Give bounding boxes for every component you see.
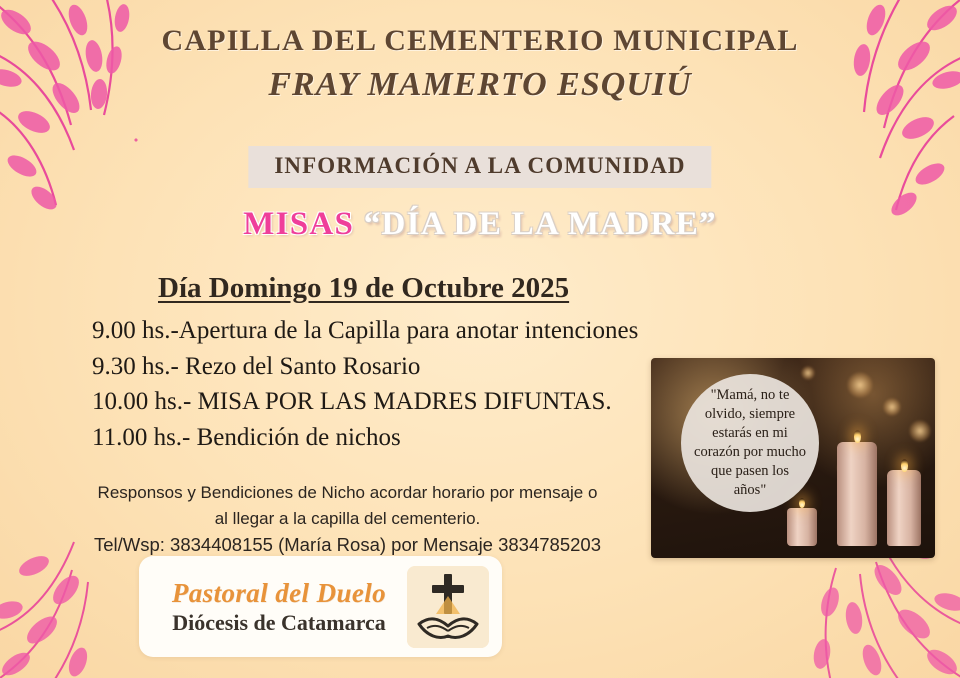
logo-subtitle: Diócesis de Catamarca bbox=[172, 609, 386, 635]
photo-quote-text: "Mamá, no te olvido, siempre estarás en mi corazón por mucho que pasen los años" bbox=[694, 386, 806, 499]
event-date: Día Domingo 19 de Octubre 2025 bbox=[158, 272, 570, 304]
schedule-item: 11.00 hs.- Bendición de nichos bbox=[92, 423, 401, 451]
candle-small bbox=[787, 508, 817, 546]
headline bbox=[0, 206, 960, 243]
pastoral-logo-card bbox=[139, 556, 502, 657]
headline-prefix: MISAS bbox=[243, 206, 364, 242]
logo-title: Pastoral del Duelo bbox=[171, 577, 387, 608]
candle-flame bbox=[854, 430, 861, 443]
bokeh-light bbox=[801, 366, 815, 380]
schedule-item: 9.00 hs.-Apertura de la Capilla para anotar intenciones bbox=[92, 317, 639, 344]
schedule-item: 10.00 hs.- MISA POR LAS MADRES DIFUNTAS. bbox=[92, 388, 612, 415]
bokeh-light bbox=[883, 398, 901, 416]
page-subtitle: FRAY MAMERTO ESQUIÚ bbox=[268, 66, 692, 103]
community-info-banner: INFORMACIÓN A LA COMUNIDAD bbox=[248, 146, 711, 188]
bokeh-light bbox=[909, 420, 931, 442]
candles-photo bbox=[651, 358, 935, 558]
candle-large bbox=[837, 442, 877, 546]
notes-line-2: al llegar a la capilla del cementerio. bbox=[214, 508, 481, 528]
bokeh-light bbox=[847, 372, 873, 398]
notes-phone-line: Tel/Wsp: 3834408155 (María Rosa) por Mensaje 3834785203 bbox=[93, 534, 601, 555]
contact-notes bbox=[60, 480, 635, 559]
page-title: CAPILLA DEL CEMENTERIO MUNICIPAL bbox=[161, 24, 799, 57]
logo-text bbox=[139, 578, 403, 636]
cross-and-hands-emblem bbox=[407, 566, 489, 648]
schedule-item: 9.30 hs.- Rezo del Santo Rosario bbox=[92, 352, 421, 380]
candle-flame bbox=[901, 459, 908, 472]
photo-quote bbox=[681, 374, 819, 512]
candle-medium bbox=[887, 470, 921, 546]
schedule-list bbox=[92, 313, 712, 455]
notes-line-1: Responsos y Bendiciones de Nicho acordar horario por mensaje o bbox=[97, 483, 598, 502]
headline-quoted: “DÍA DE LA MADRE” bbox=[363, 206, 717, 242]
